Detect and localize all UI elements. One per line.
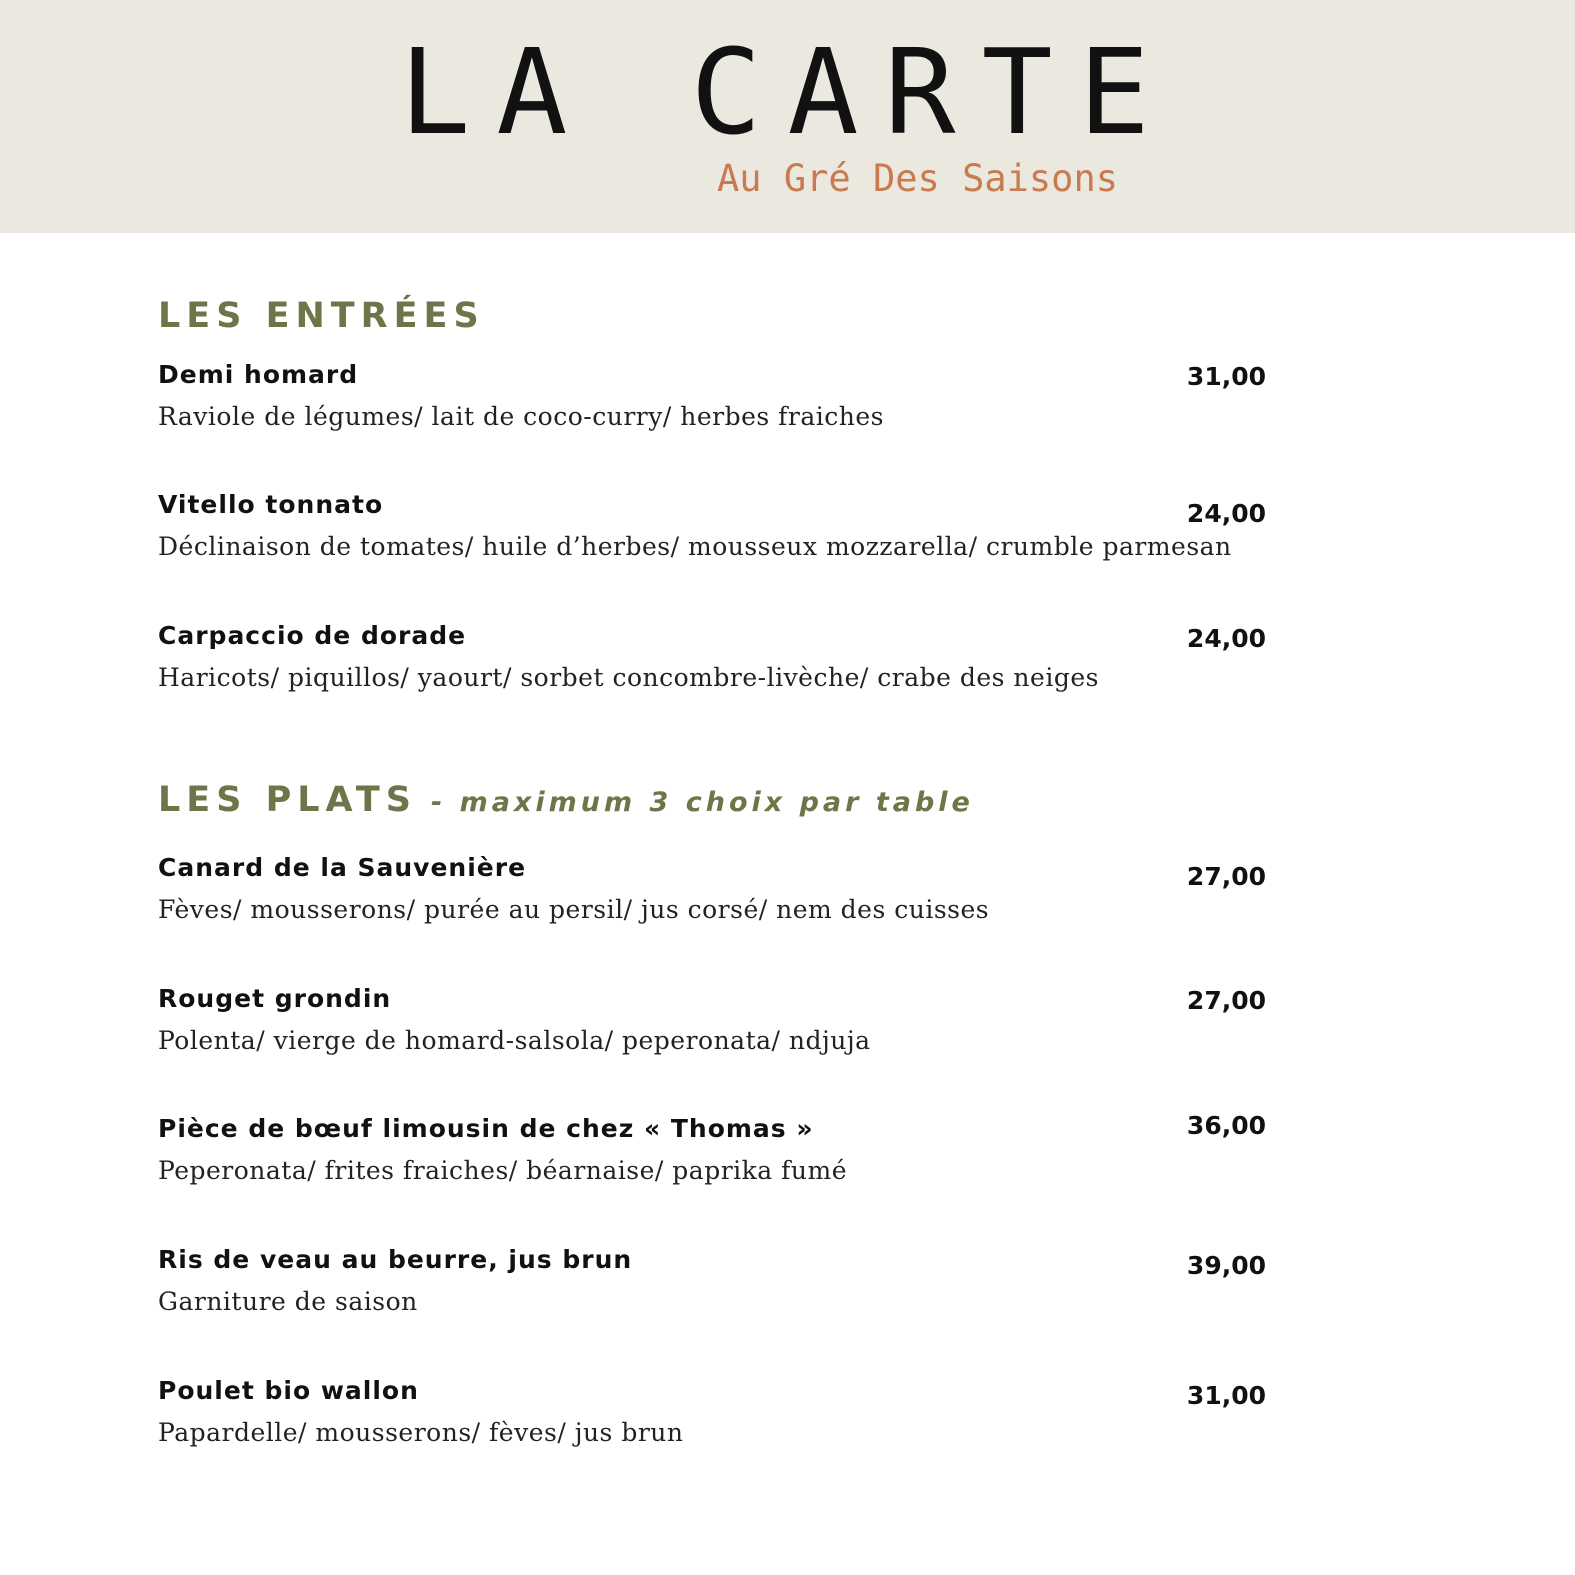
section-note-plats: - maximum 3 choix par table [431, 787, 974, 818]
dish-name: Vitello tonnato [158, 490, 384, 519]
dish-name: Carpaccio de dorade [158, 621, 467, 650]
dish-description: Garniture de saison [158, 1287, 418, 1316]
section-heading-entrees [158, 296, 485, 336]
dish-price: 24,00 [1186, 499, 1266, 528]
dish-price: 27,00 [1186, 862, 1266, 891]
dish-price: 24,00 [1186, 624, 1266, 653]
dish-name: Demi homard [158, 360, 359, 389]
dish-description: Polenta/ vierge de homard-salsola/ peperonata/ ndjuja [158, 1026, 871, 1055]
menu-subtitle: Au Gré Des Saisons [717, 157, 1118, 200]
dish-description: Raviole de légumes/ lait de coco-curry/ herbes fraiches [158, 402, 884, 431]
dish-name: Canard de la Sauvenière [158, 853, 527, 882]
section-title-entrees: LES ENTRÉES [158, 296, 485, 336]
dish-description: Peperonata/ frites fraiches/ béarnaise/ paprika fumé [158, 1156, 848, 1185]
dish-name: Rouget grondin [158, 984, 392, 1013]
dish-price: 36,00 [1186, 1111, 1266, 1140]
dish-name: Poulet bio wallon [158, 1376, 419, 1405]
menu-header [0, 0, 1575, 233]
dish-price: 31,00 [1186, 1381, 1266, 1410]
dish-description: Haricots/ piquillos/ yaourt/ sorbet concombre-livèche/ crabe des neiges [158, 663, 1099, 692]
dish-name: Ris de veau au beurre, jus brun [158, 1245, 633, 1274]
menu-title: LA CARTE [399, 23, 1176, 161]
section-heading-plats [158, 780, 974, 820]
dish-price: 31,00 [1186, 362, 1266, 391]
section-title-plats: LES PLATS [158, 780, 418, 820]
dish-description: Fèves/ mousserons/ purée au persil/ jus corsé/ nem des cuisses [158, 895, 990, 924]
dish-description: Papardelle/ mousserons/ fèves/ jus brun [158, 1418, 684, 1447]
dish-price: 27,00 [1186, 986, 1266, 1015]
dish-price: 39,00 [1186, 1251, 1266, 1280]
dish-description: Déclinaison de tomates/ huile d’herbes/ mousseux mozzarella/ crumble parmesan [158, 532, 1232, 561]
dish-name: Pièce de bœuf limousin de chez « Thomas » [158, 1114, 814, 1143]
